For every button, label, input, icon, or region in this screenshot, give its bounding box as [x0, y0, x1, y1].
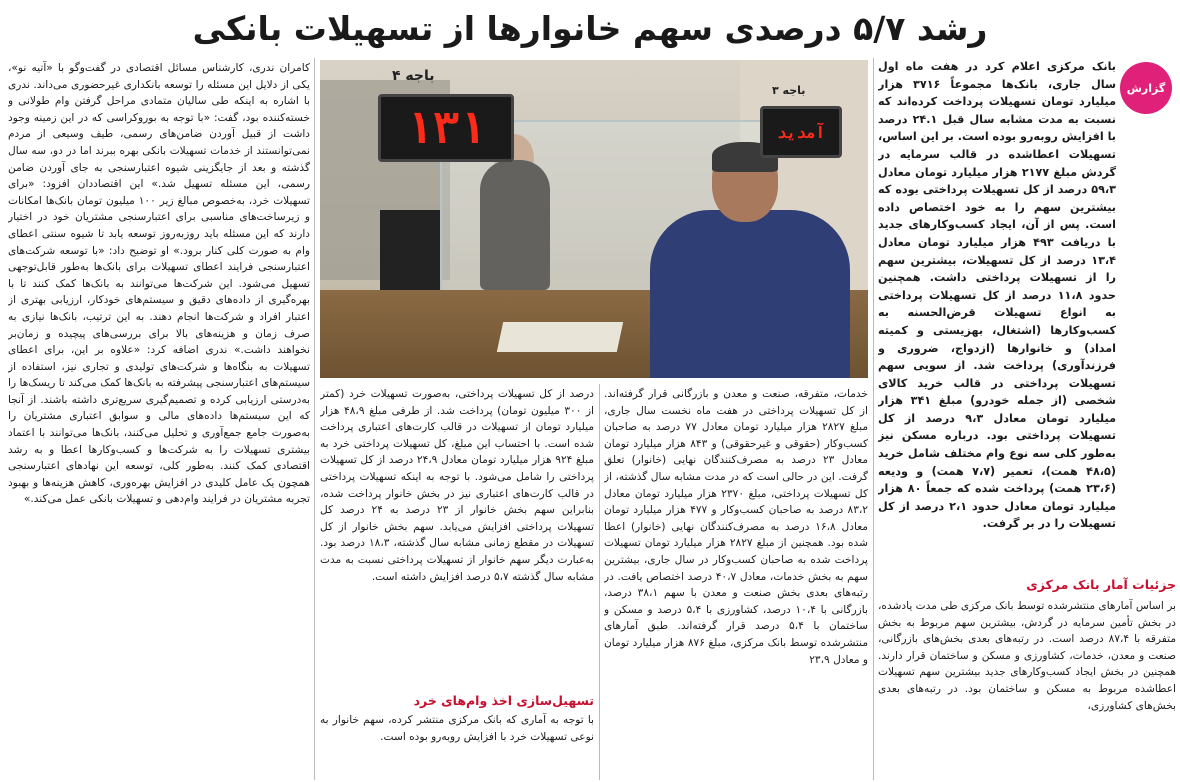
middle-left-column — [320, 386, 594, 688]
column-divider — [599, 384, 600, 780]
subhead-micro-loans: تسهیل‌سازی اخذ وام‌های خرد — [413, 693, 594, 708]
report-badge: گزارش — [1120, 62, 1172, 114]
right-column-body — [878, 598, 1176, 780]
lead-paragraph — [878, 58, 1116, 558]
middle-right-column — [604, 386, 868, 782]
bank-counter-photo — [320, 60, 868, 378]
middle-right-text: خدمات، متفرقه، صنعت و معدن و بازرگانی قرار گرفته‌اند. از کل تسهیلات پرداختی در هفت ماه نخست سال جاری، مبلغ ۲۸۲۷ هزار میلیارد تومان معادل ۷۷ درصد به صاحبان کسب‌وکار (حقوقی و غیرحقوقی) و ۸۴۳ هزار میلیارد تومان معادل ۲۳ درصد به مصرف‌کنندگان نهایی (خانوار) تعلق گرفت. این در حالی است که در مدت مشابه سال گذشته، از کل تسهیلات پرداختی، مبلغ ۲۳۷۰ هزار میلیارد تومان معادل ۸۳،۲ درصد به صاحبان کسب‌وکار و ۴۷۷ هزار میلیارد تومان معادل ۱۶،۸ درصد به مصرف‌کنندگان نهایی (خانوار) اعطا شده بود. همچنین از مبلغ ۲۸۲۷ هزار میلیارد تومان تسهیلات پرداخت شده به صاحبان کسب‌وکار در سال جاری، بیشترین سهم به بخش خدمات، معادل ۴۰،۷ درصد اختصاص یافت. در رتبه‌های بعدی بخش صنعت و معدن با سهم ۳۸،۱ درصد، بازرگانی با ۱۰،۴ درصد، کشاورزی با ۵،۴ درصد و مسکن و ساختمان با ۵،۴ درصد قرار گرفته‌اند. طبق آمارهای منتشرشده توسط بانک مرکزی، مبلغ ۸۷۶ هزار میلیارد تومان و معادل ۲۳،۹ — [604, 388, 868, 666]
micro-loans-text: با توجه به آماری که بانک مرکزی منتشر کرده، سهم خانوار به نوعی تسهیلات خرد با افزایش روبه‌رو بوده است. — [320, 714, 594, 743]
column-divider — [873, 58, 874, 780]
booth-4-label: باجه ۴ — [392, 68, 435, 84]
queue-number-display: ۱۳۱ — [378, 94, 514, 162]
subhead-bank-stats: جزئیات آمار بانک مرکزی — [1026, 577, 1176, 592]
left-column-text: کامران ندری، کارشناس مسائل اقتصادی در گفت‌وگو با «آتیه نو»، یکی از دلایل این مسئله را توسعه بانکداری غیرحضوری می‌داند. ندری با اشاره به اینکه طی سالیان متمادی مراحل گرفتن وام طولانی و خسته‌کننده بود، گفت: «با توجه به بوروکراسی که در این زمینه وجود داشت از قبیل آوردن ضامن‌های رسمی، طیف وسیعی از مردم نمی‌توانستند از خدمات تسهیلات بانکی بهره ببرند اما در دو، سه سال گذشته و بعد از جایگزینی شیوه اعتبارسنجی به جای آوردن ضامن رسمی، این مسئله تسهیل شد.» این اقتصاددان افزود: «برای تسهیلات خرد، به‌خصوص مبالغ زیر ۱۰۰ میلیون تومان بانک‌ها امکانات و زیرساخت‌های مناسبی برای اعتبارسنجی مشتریان خود در اختیار دارند که این مسئله باید روزبه‌روز توسعه یابد تا شیوه سنتی اعطای وام به صورت کلی کنار برود.» او توضیح داد: «با توسعه شرکت‌های اعتبارسنجی فرایند اعطای تسهیلات برای بانک‌ها به‌طور قابل‌توجهی تسهیل می‌شود. این شرکت‌ها می‌توانند به بانک‌ها کمک کنند تا با بهره‌گیری از داده‌های دقیق و سیستم‌های خودکار، ارزیابی بهتری از اعتبار افراد و شرکت‌ها انجام دهند. به این ترتیب، بانک‌ها نیازی به صرف زمان و هزینه‌های بالا برای بررسی‌های پیچیده و زمان‌بر نخواهند داشت.» ندری اضافه کرد: «علاوه بر این، برای اعطای تسهیلات به بنگاه‌ها و شرکت‌های تولیدی و تجاری نیز، استفاده از سیستم‌های اعتبارسنجی پیشرفته به بانک‌ها کمک می‌کند تا ریسک‌ها را به‌درستی ارزیابی کرده و تصمیم‌گیری سریع‌تری داشته باشند. از آنجا که این سیستم‌ها داده‌های مالی و سوابق اعتباری مشتریان را به‌صورت جامع جمع‌آوری و تحلیل می‌کنند، بانک‌ها می‌توانند با اعتماد بیشتری تسهیلات را به شرکت‌ها و کسب‌وکارها اعطا و به رشد اقتصادی کمک کنند. به‌طور کلی، توسعه این نهادهای اعتبارسنجی همچون یک عامل کلیدی در افزایش بهره‌وری، کاهش هزینه‌ها و بهبود تجربه مشتریان در فرایند وام‌دهی و تسهیلات بانکی عمل می‌کند.» — [8, 62, 310, 506]
left-column — [8, 60, 310, 780]
photo-customer — [650, 210, 850, 378]
right-column-text: بر اساس آمارهای منتشرشده توسط بانک مرکزی طی مدت یادشده، در بخش تأمین سرمایه در گردش، بیشترین سهم مربوط به بخش متفرقه با ۸۷،۴ درصد است. در رتبه‌های بعدی بخش‌های بازرگانی، صنعت و معدن، خدمات، کشاورزی و مسکن و ساختمان قرار دارند. همچنین در بخش ایجاد کسب‌وکارهای جدید بیشترین سهم تسهیلات اعطاشده مربوط به مسکن و ساختمان بود. در رتبه‌های بعدی بخش‌های کشاورزی، — [878, 600, 1176, 712]
welcome-display: آمدید — [760, 106, 842, 158]
photo-paper — [497, 322, 623, 352]
photo-monitor — [380, 210, 440, 290]
column-divider — [314, 58, 315, 780]
middle-left-text: درصد از کل تسهیلات پرداختی، به‌صورت تسهیلات خرد (کمتر از ۳۰۰ میلیون تومان) پرداخت شد. از طرفی مبلغ ۴۸،۹ هزار میلیارد تومان از تسهیلات در قالب کارت‌های اعتباری پرداخت شده است. با احتساب این مبلغ، کل تسهیلات پرداختی خرد به مبلغ ۹۲۴ هزار میلیارد تومان معادل ۲۴،۹ درصد از کل تسهیلات پرداختی را شامل می‌شود. با توجه به اینکه تسهیلات پرداختی در قالب کارت‌های اعتباری نیز در بخش خانوار پرداخت شده، بنابراین سهم بخش خانوار از ۲۳ درصد به ۲۴ درصد کل تسهیلات پرداختی افزایش می‌یابد. سهم بخش خانوار از کل تسهیلات در مقطع زمانی مشابه سال گذشته، ۱۸،۳ درصد بود. به‌عبارت دیگر سهم خانوار از تسهیلات پرداختی نسبت به مدت مشابه سال گذشته ۵،۷ درصد افزایش داشته است. — [320, 388, 594, 583]
lead-text: بانک مرکزی اعلام کرد در هفت ماه اول سال جاری، بانک‌ها مجموعاً ۳۷۱۶ هزار میلیارد تومان تسهیلات پرداخت کرده‌اند که نسبت به مدت مشابه سال قبل ۲۴.۱ درصد با افزایش روبه‌رو بوده است. بر این اساس، تسهیلات اعطاشده در قالب سرمایه در گردش مبلغ ۲۱۷۷ هزار میلیارد تومان معادل ۵۹،۳ درصد از کل تسهیلات پرداختی بوده که بیشترین سهم را به خود اختصاص داده است. پس از آن، ایجاد کسب‌وکارهای جدید با دریافت ۴۹۳ هزار میلیارد تومان معادل ۱۳،۴ درصد از کل تسهیلات، بیشترین سهم را از تسهیلات پرداختی داشت. همچنین حدود ۱۱،۸ درصد از کل تسهیلات پرداختی به انواع تسهیلات قرض‌الحسنه به کسب‌وکارها (اشتغال، بهزیستی و کمیته امداد) و خانوارها (ازدواج، ضروری و فرزندآوری) پرداخت شد. از سویی سهم تسهیلات پرداختی در قالب خرید کالای شخصی (از جمله خودرو) مبلغ ۳۴۱ هزار میلیارد تومان معادل ۹،۳ درصد از کل تسهیلات پرداختی بود. درباره مسکن نیز به‌طور کلی سه نوع وام مختلف شامل خرید (۴۸،۵ همت)، تعمیر (۷،۷ همت) و ودیعه (۲۳،۶ همت) پرداخت شده که جمعاً ۸۰ هزار میلیارد تومان معادل حدود ۲،۱ درصد از کل تسهیلات را در بر گرفت. — [878, 60, 1116, 531]
booth-3-label: باجه ۳ — [772, 84, 806, 97]
headline: رشد ۵/۷ درصدی سهم خانوارها از تسهیلات بانکی — [192, 9, 988, 48]
micro-loans-body — [320, 712, 594, 780]
